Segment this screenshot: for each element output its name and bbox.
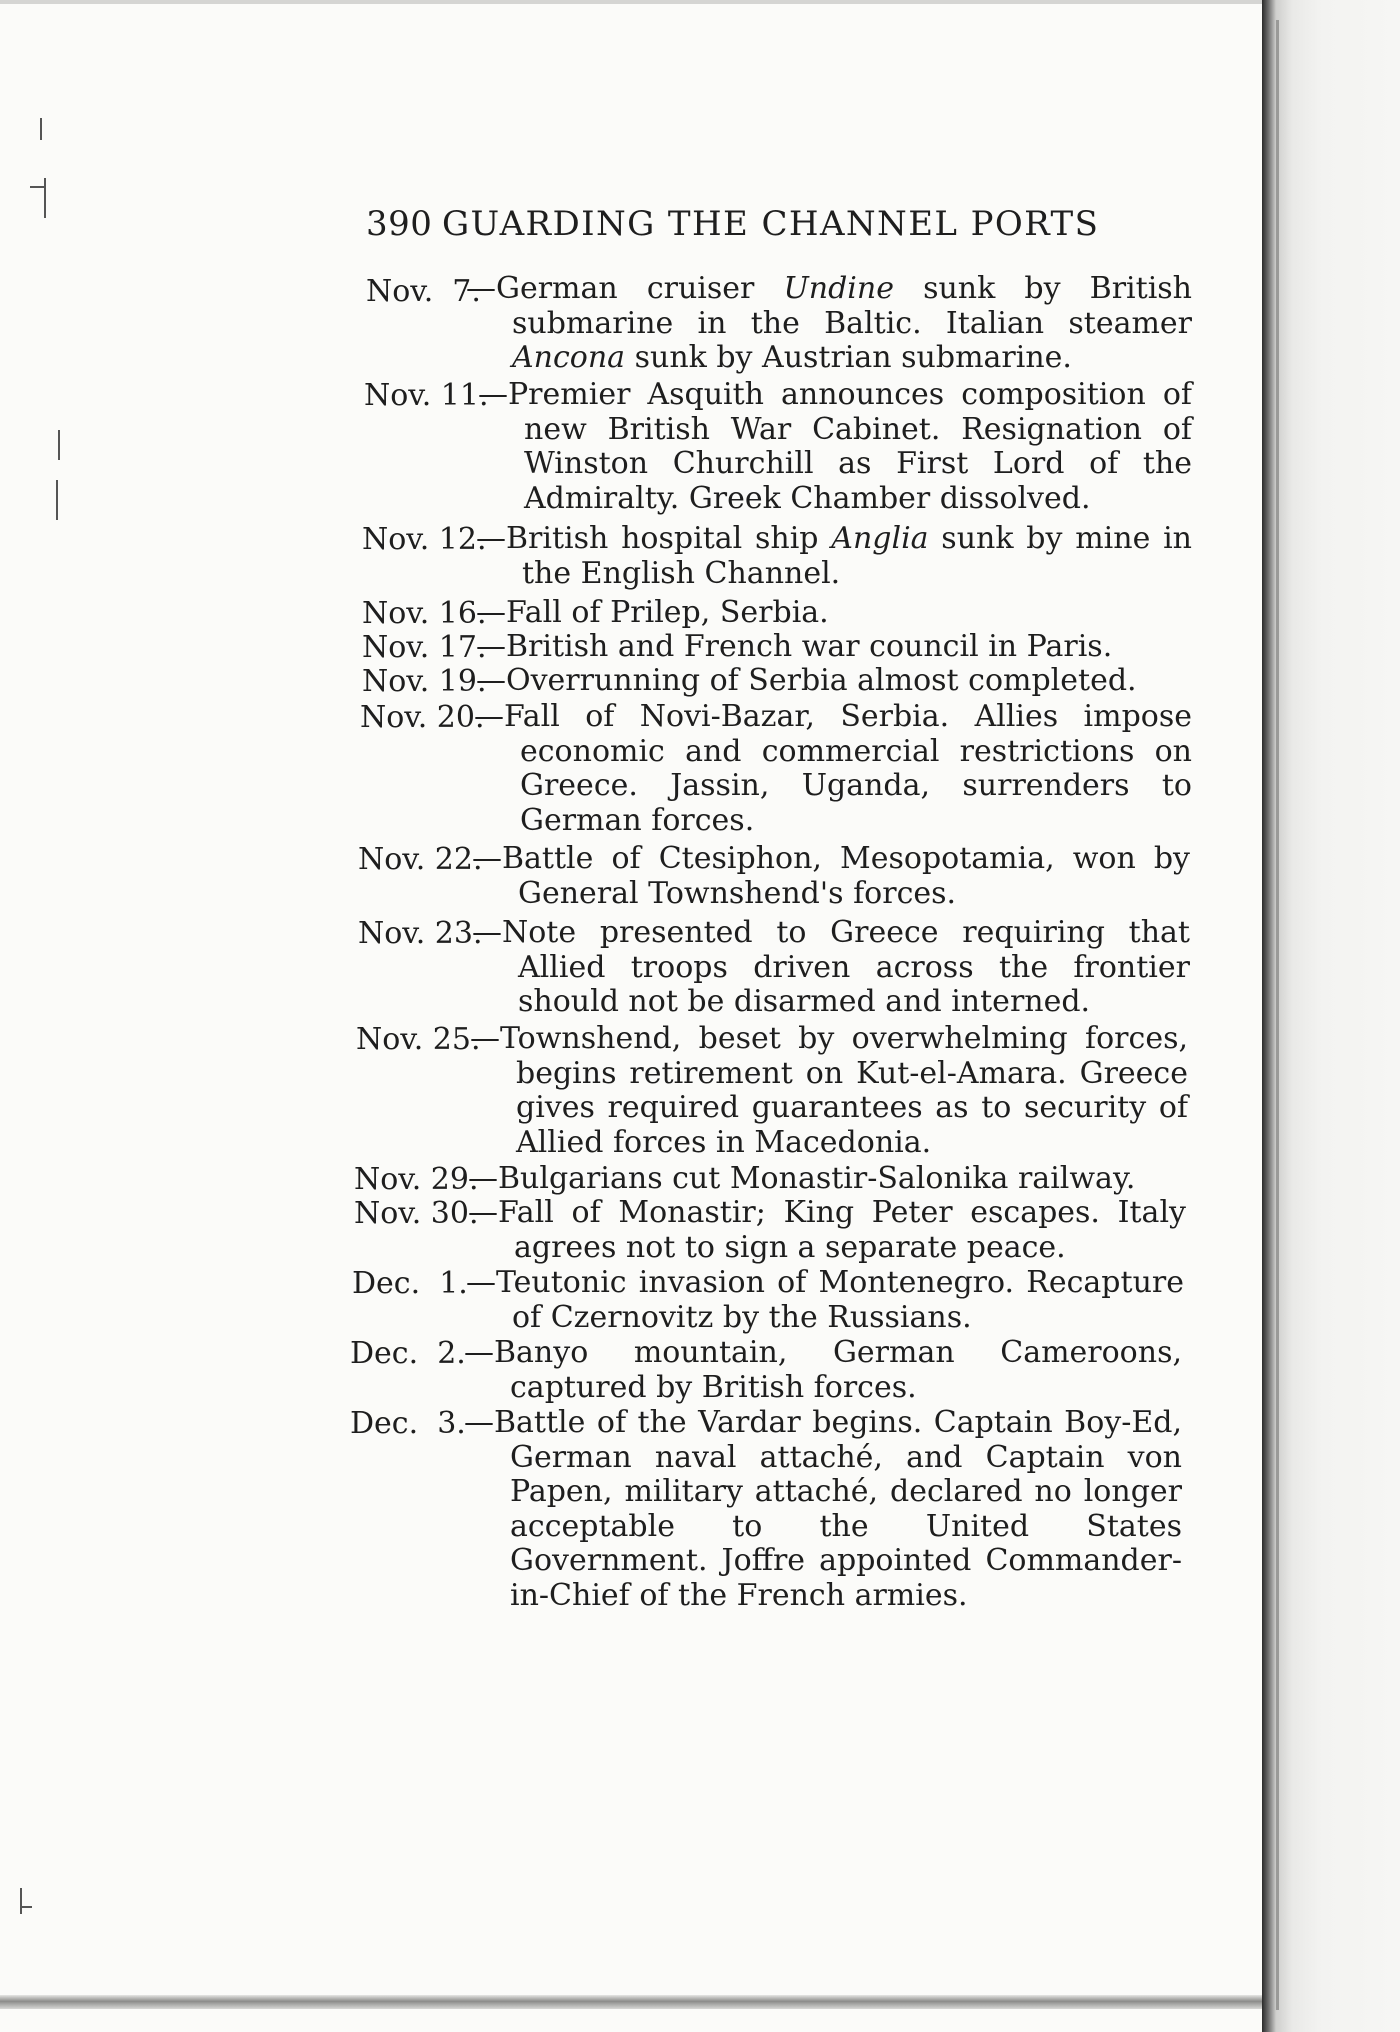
entry-date: Dec. 2. (350, 1336, 466, 1371)
entry-date: Nov. 17. (362, 630, 487, 665)
entry-date: Nov. 22. (358, 842, 483, 877)
entry-text: —Overrunning of Serbia almost completed. (476, 663, 1137, 698)
entry-date: Dec. 1. (352, 1266, 468, 1301)
entry-text: —Bulgarians cut Monastir-Salonika railway. (468, 1161, 1136, 1196)
entry-text: —Note presented to Greece requiring that Allied troops driven across the frontier should not be disarmed and interned. (472, 915, 1190, 1019)
entry-text: —Fall of Novi-Bazar, Serbia. Allies impose economic and commercial restrictions on Greece. Jassin, Uganda, surrenders to German forces. (474, 699, 1192, 838)
entry-date: Nov. 7. (366, 274, 481, 309)
entry-text: —Fall of Prilep, Serbia. (476, 595, 829, 630)
entry-date: Nov. 12. (362, 522, 487, 557)
entry-text: —British hospital ship Anglia sunk by mine in the English Channel. (476, 521, 1193, 591)
entry-date: Nov. 19. (362, 664, 487, 699)
entry-text: —Premier Asquith announces composition of new British War Cabinet. Resignation of Winston Churchill as First Lord of the Admiralty. Greek Chamber dissolved. (478, 377, 1192, 516)
entry-text: —Fall of Monastir; King Peter escapes. Italy agrees not to sign a separate peace. (468, 1195, 1186, 1265)
entry-date: Nov. 11. (364, 378, 489, 413)
entry-date: Dec. 3. (350, 1406, 466, 1441)
entry-date: Nov. 29. (354, 1162, 479, 1197)
entry-text: —British and French war council in Paris. (476, 629, 1113, 664)
entry-text: —Teutonic invasion of Montenegro. Recapture of Czernovitz by the Russians. (466, 1265, 1184, 1335)
page-number: 390 (366, 204, 433, 244)
entry-text: —German cruiser Undine sunk by British submarine in the Baltic. Italian steamer Ancona sunk by Austrian submarine. (466, 271, 1193, 375)
page-bottom-edge (0, 1995, 1262, 2009)
running-title: GUARDING THE CHANNEL PORTS (442, 204, 1100, 244)
entry-date: Nov. 25. (356, 1022, 481, 1057)
entry-date: Nov. 30. (354, 1196, 479, 1231)
entry-text: —Battle of the Vardar begins. Captain Boy-Ed, German naval attaché, and Captain von Papen, military attaché, declared no longer acceptable to the United States Government. Joffre appointed Commander-in-Chief of the French armies. (464, 1405, 1182, 1613)
next-page-edge (1276, 20, 1279, 2010)
entry-text: —Battle of Ctesiphon, Mesopotamia, won by General Townshend's forces. (472, 841, 1190, 911)
entry-text: —Banyo mountain, German Cameroons, captured by British forces. (464, 1335, 1182, 1405)
entry-date: Nov. 23. (358, 916, 483, 951)
entry-date: Nov. 20. (360, 700, 485, 735)
book-binding-edge (1262, 0, 1400, 2032)
entry-text: —Townshend, beset by overwhelming forces, begins retirement on Kut-el-Amara. Greece gives required guarantees as to security of Allied forces in Macedonia. (470, 1021, 1188, 1160)
entry-date: Nov. 16. (362, 596, 487, 631)
